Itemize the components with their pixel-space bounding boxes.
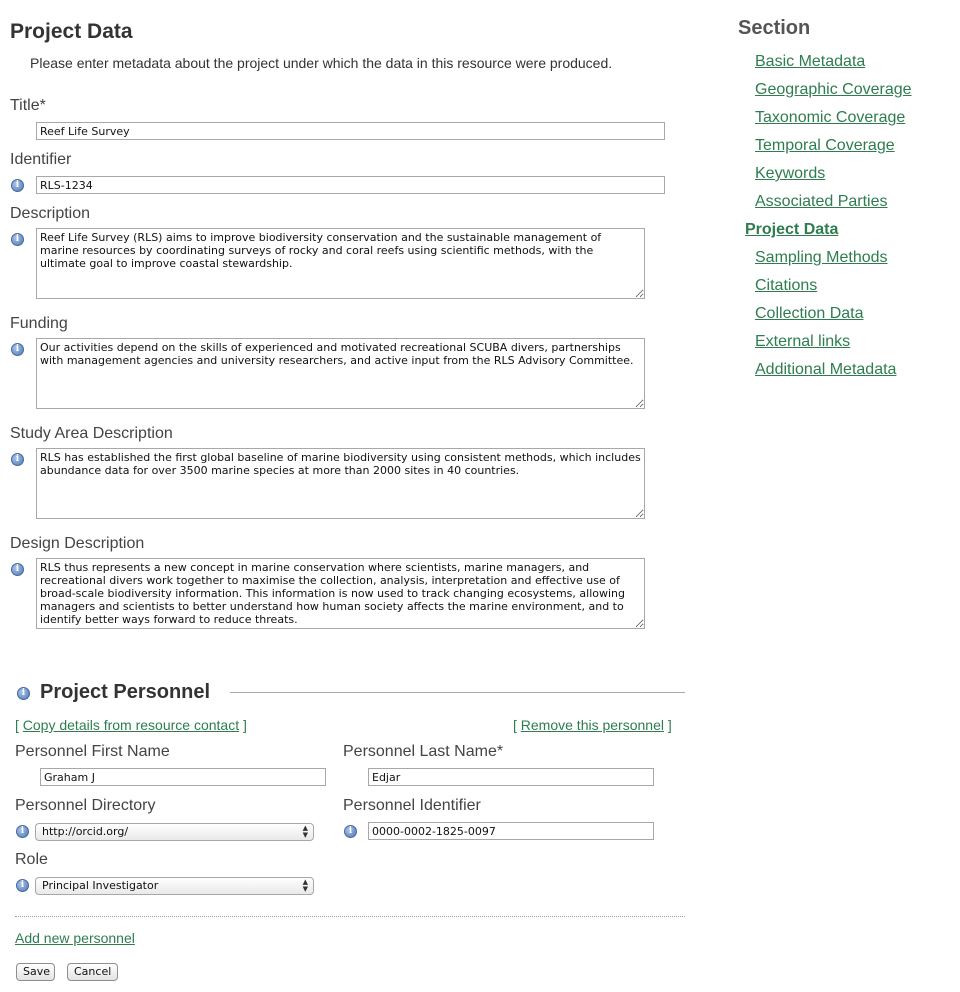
design-textarea[interactable]	[36, 558, 645, 629]
info-icon[interactable]: i	[11, 233, 24, 246]
sidebar-item-additional-metadata[interactable]: Additional Metadata	[755, 361, 897, 378]
last-name-input[interactable]	[368, 768, 654, 786]
info-icon[interactable]: i	[16, 879, 29, 892]
first-name-label: Personnel First Name	[15, 743, 170, 760]
funding-label: Funding	[10, 315, 68, 332]
design-label: Design Description	[10, 535, 145, 552]
sidebar-item-citations[interactable]: Citations	[755, 277, 818, 294]
remove-personnel-link-label: Remove this personnel	[520, 717, 664, 733]
select-arrows-icon: ▲ ▼	[302, 824, 308, 839]
sidebar-heading: Section	[738, 17, 811, 39]
study-area-textarea[interactable]	[36, 448, 645, 519]
study-area-label: Study Area Description	[10, 425, 173, 442]
directory-select[interactable]	[35, 823, 314, 841]
cancel-button[interactable]: Cancel	[67, 963, 118, 981]
description-textarea[interactable]	[36, 228, 645, 299]
sidebar-item-project-data[interactable]: Project Data	[745, 221, 839, 238]
info-icon[interactable]: i	[344, 825, 357, 838]
role-select-value: Principal Investigator	[42, 879, 159, 892]
sidebar-item-collection-data[interactable]: Collection Data	[755, 305, 864, 322]
page-title: Project Data	[10, 20, 133, 43]
last-name-label: Personnel Last Name*	[343, 743, 504, 760]
title-label: Title*	[10, 97, 46, 114]
info-icon[interactable]: i	[11, 343, 24, 356]
info-icon[interactable]: i	[11, 453, 24, 466]
sidebar-item-geographic-coverage[interactable]: Geographic Coverage	[755, 81, 912, 98]
personnel-section-title: Project Personnel	[40, 681, 211, 703]
add-personnel-link[interactable]: Add new personnel	[15, 930, 135, 946]
sidebar-item-taxonomic-coverage[interactable]: Taxonomic Coverage	[755, 109, 906, 126]
personnel-identifier-label: Personnel Identifier	[343, 797, 481, 814]
info-icon[interactable]: i	[17, 687, 30, 700]
info-icon[interactable]: i	[11, 563, 24, 576]
sidebar-item-basic-metadata[interactable]: Basic Metadata	[755, 53, 866, 70]
save-button[interactable]: Save	[16, 963, 55, 981]
info-icon[interactable]: i	[16, 825, 29, 838]
sidebar-item-sampling-methods[interactable]: Sampling Methods	[755, 249, 888, 266]
personnel-identifier-input[interactable]	[368, 822, 654, 840]
info-icon[interactable]: i	[11, 179, 24, 192]
remove-personnel-link[interactable]: [ Remove this personnel ]	[513, 717, 672, 733]
copy-details-link-label: Copy details from resource contact	[22, 717, 240, 733]
select-arrows-icon: ▲ ▼	[302, 878, 308, 893]
copy-details-link[interactable]: [ Copy details from resource contact ]	[15, 717, 247, 733]
identifier-label: Identifier	[10, 151, 72, 168]
sidebar-item-temporal-coverage[interactable]: Temporal Coverage	[755, 137, 895, 154]
first-name-input[interactable]	[40, 768, 326, 786]
funding-textarea[interactable]	[36, 338, 645, 409]
page-intro: Please enter metadata about the project under which the data in this resource were produced.	[30, 55, 613, 71]
sidebar-item-external-links[interactable]: External links	[755, 333, 851, 350]
identifier-input[interactable]	[36, 176, 665, 194]
section-divider	[230, 692, 685, 693]
sidebar-item-keywords[interactable]: Keywords	[755, 165, 826, 182]
directory-select-value: http://orcid.org/	[42, 825, 129, 838]
sidebar-item-associated-parties[interactable]: Associated Parties	[755, 193, 888, 210]
personnel-divider	[15, 916, 685, 917]
role-select[interactable]	[35, 877, 314, 895]
role-label: Role	[15, 851, 48, 868]
title-input[interactable]	[36, 122, 665, 140]
description-label: Description	[10, 205, 91, 222]
directory-label: Personnel Directory	[15, 797, 156, 814]
